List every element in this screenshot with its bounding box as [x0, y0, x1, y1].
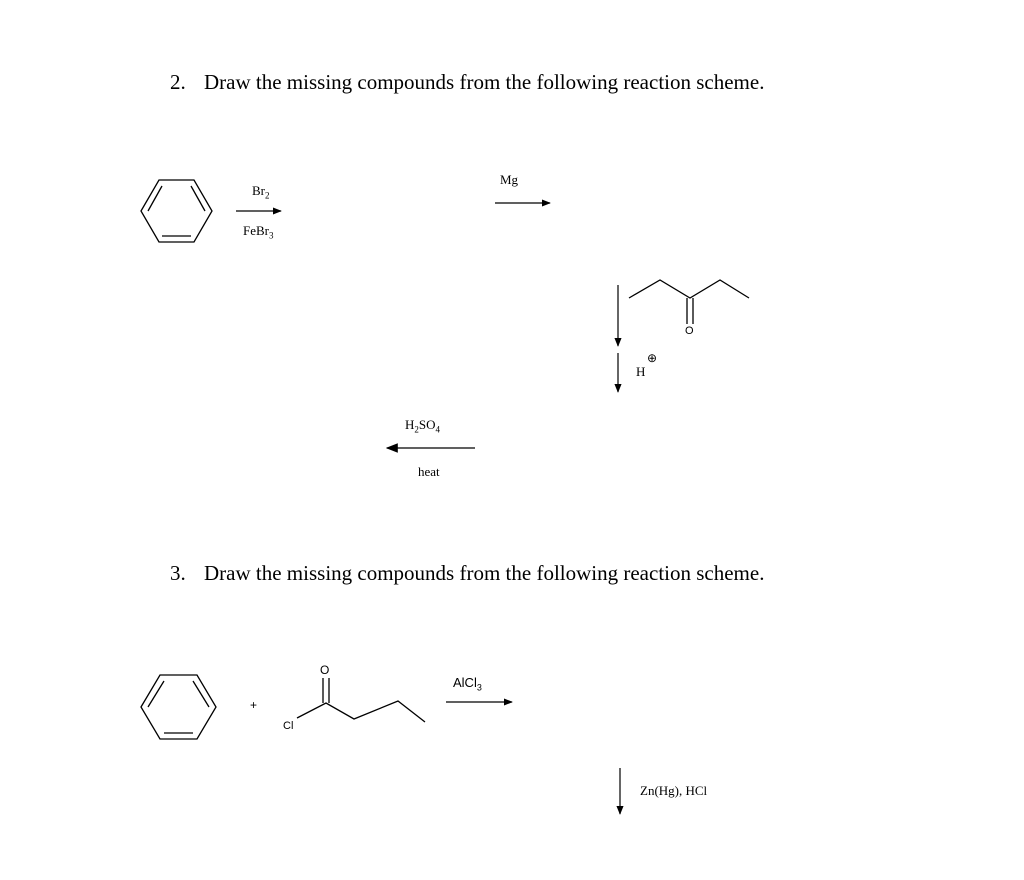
reagent-br2: $Br_2$	[252, 183, 270, 201]
acid-h-label: H	[636, 364, 646, 379]
acyl-oxygen-label: O	[320, 663, 330, 677]
reagent-zn-hg-hcl: Zn(Hg), HCl	[640, 783, 708, 798]
condition-heat: heat	[418, 464, 440, 479]
acyl-chlorine-label: Cl	[283, 720, 294, 732]
propanoyl-chloride-structure	[297, 678, 425, 722]
reagent-febr3: FeBr$_3$	[243, 223, 274, 241]
benzene-ring-q2	[141, 180, 212, 242]
reagent-h2so4: $H_2SO_4$	[405, 417, 441, 435]
pentanone-structure	[629, 280, 749, 324]
plus-sign: +	[250, 698, 258, 712]
reagent-alcl3: AlCl$_3$	[453, 675, 482, 693]
benzene-ring-q3	[141, 675, 216, 739]
question-3-text: Draw the missing compounds from the following reaction scheme.	[204, 561, 765, 585]
ketone-oxygen-label: O	[685, 325, 694, 337]
question-3-number: 3.	[170, 561, 186, 585]
question-2-text: Draw the missing compounds from the following reaction scheme.	[204, 70, 765, 94]
question-2-number: 2.	[170, 70, 186, 94]
reagent-mg: Mg	[500, 172, 519, 187]
positive-charge-icon: ⊕	[647, 351, 658, 365]
